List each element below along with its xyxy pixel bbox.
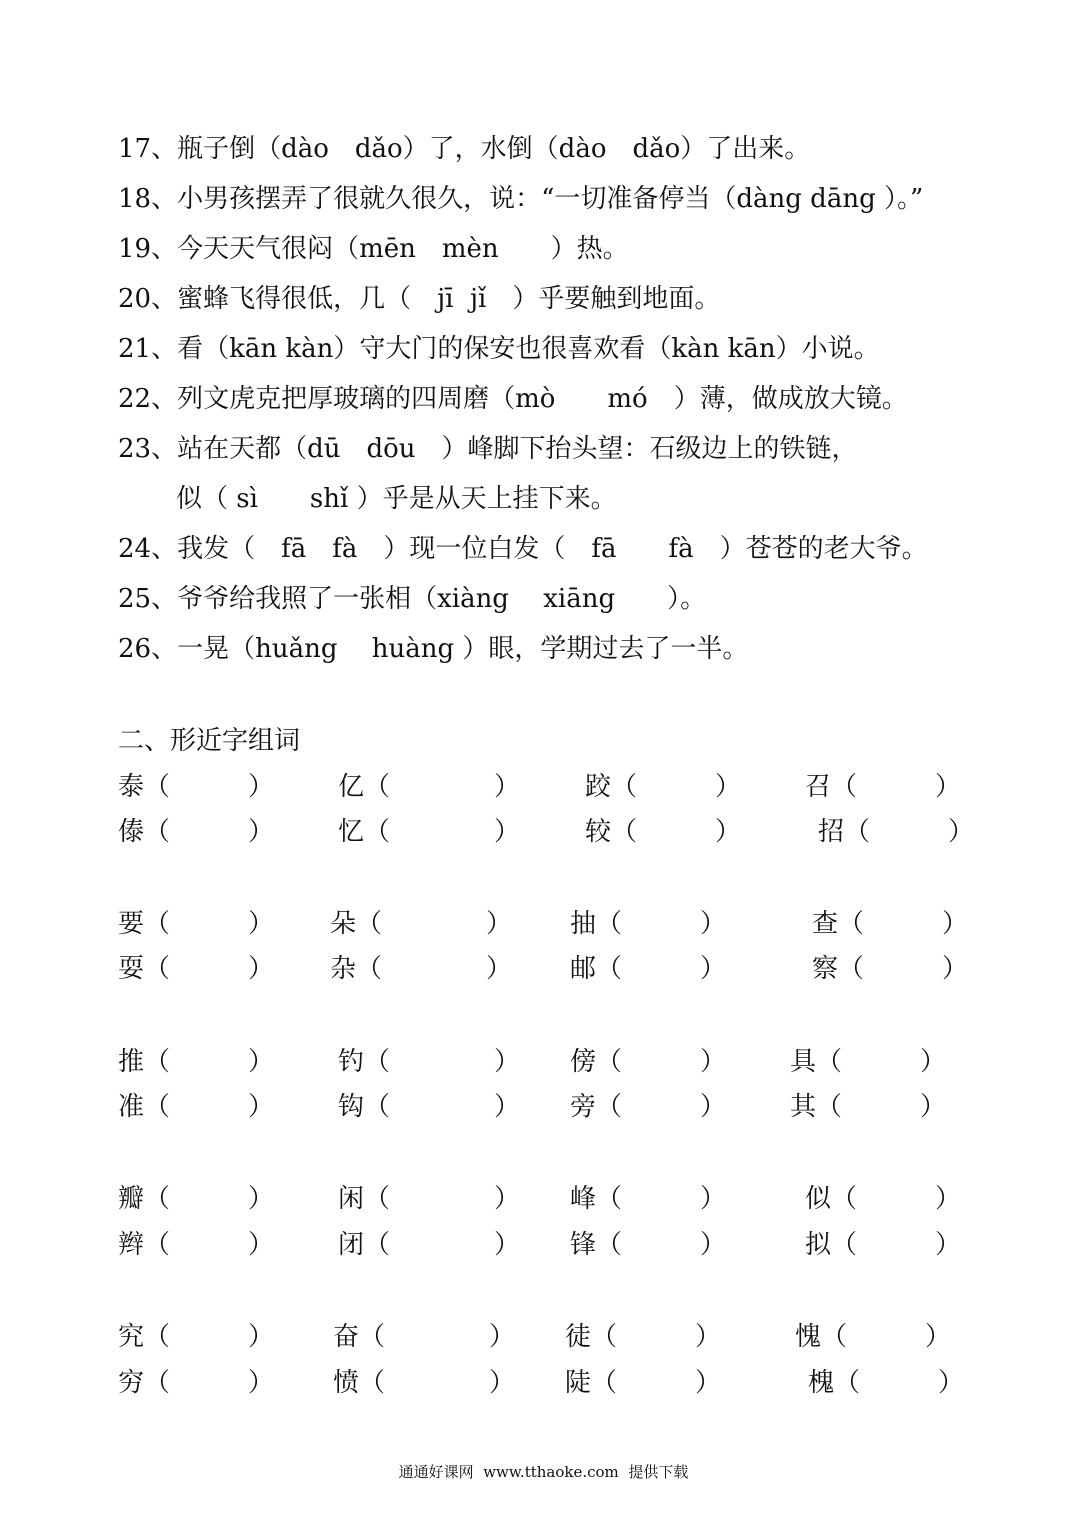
question-17: 17、瓶子倒（dào dǎo）了，水倒（dào dǎo）了出来。 [118, 134, 811, 164]
word-cell: 峰（ ） [570, 1184, 727, 1214]
question-22: 22、列文虎克把厚玻璃的四周磨（mò mó ）薄，做成放大镜。 [118, 384, 908, 414]
word-cell: 推（ ） [118, 1047, 275, 1077]
question-26: 26、一晃（huǎng huàng ）眼，学期过去了一半。 [118, 634, 749, 664]
word-cell: 查（ ） [812, 909, 969, 939]
word-cell: 奋（ ） [333, 1322, 516, 1352]
question-23-continued: 似（ sì shǐ ）乎是从天上挂下来。 [150, 484, 617, 514]
word-cell: 槐（ ） [808, 1368, 965, 1398]
question-21: 21、看（kān kàn）守大门的保安也很喜欢看（kàn kān）小说。 [118, 334, 880, 364]
word-cell: 拟（ ） [805, 1230, 962, 1260]
word-cell: 跤（ ） [585, 772, 742, 802]
word-cell: 傣（ ） [118, 817, 275, 847]
question-18: 18、小男孩摆弄了很就久很久，说：“一切准备停当（dàng dāng ）。” [118, 184, 924, 214]
word-cell: 杂（ ） [330, 954, 513, 984]
word-cell: 抽（ ） [570, 909, 727, 939]
section-title: 二、形近字组词 [118, 726, 301, 756]
word-cell: 穷（ ） [118, 1368, 275, 1398]
question-19: 19、今天天气很闷（mēn mèn ）热。 [118, 234, 629, 264]
question-24: 24、我发（ fā fà ）现一位白发（ fā fà ）苍苍的老大爷。 [118, 534, 928, 564]
word-cell: 较（ ） [585, 817, 742, 847]
word-cell: 旁（ ） [570, 1092, 727, 1122]
word-cell: 钩（ ） [338, 1092, 521, 1122]
word-cell: 亿（ ） [338, 772, 521, 802]
word-cell: 其（ ） [790, 1092, 947, 1122]
word-cell: 要（ ） [118, 909, 275, 939]
word-cell: 愤（ ） [333, 1368, 516, 1398]
question-25: 25、爷爷给我照了一张相（xiàng xiāng ）。 [118, 584, 707, 614]
question-20: 20、蜜蜂飞得很低，几（ jī jǐ ）乎要触到地面。 [118, 284, 721, 314]
word-cell: 陡（ ） [565, 1368, 722, 1398]
word-cell: 朵（ ） [330, 909, 513, 939]
footer-source: 通通好课网 www.tthaoke.com 提供下载 [398, 1463, 689, 1481]
word-cell: 召（ ） [805, 772, 962, 802]
word-cell: 具（ ） [790, 1047, 947, 1077]
word-cell: 徒（ ） [565, 1322, 722, 1352]
word-cell: 准（ ） [118, 1092, 275, 1122]
word-cell: 傍（ ） [570, 1047, 727, 1077]
word-cell: 闲（ ） [338, 1184, 521, 1214]
word-cell: 泰（ ） [118, 772, 275, 802]
word-cell: 招（ ） [818, 817, 975, 847]
word-cell: 愧（ ） [795, 1322, 952, 1352]
word-cell: 瓣（ ） [118, 1184, 275, 1214]
word-cell: 闭（ ） [338, 1230, 521, 1260]
word-cell: 钓（ ） [338, 1047, 521, 1077]
word-cell: 耍（ ） [118, 954, 275, 984]
word-cell: 似（ ） [805, 1184, 962, 1214]
word-cell: 辫（ ） [118, 1230, 275, 1260]
word-cell: 锋（ ） [570, 1230, 727, 1260]
question-23: 23、站在天都（dū dōu ）峰脚下抬头望：石级边上的铁链， [118, 434, 858, 464]
word-cell: 察（ ） [812, 954, 969, 984]
word-cell: 邮（ ） [570, 954, 727, 984]
word-cell: 忆（ ） [338, 817, 521, 847]
word-cell: 究（ ） [118, 1322, 275, 1352]
